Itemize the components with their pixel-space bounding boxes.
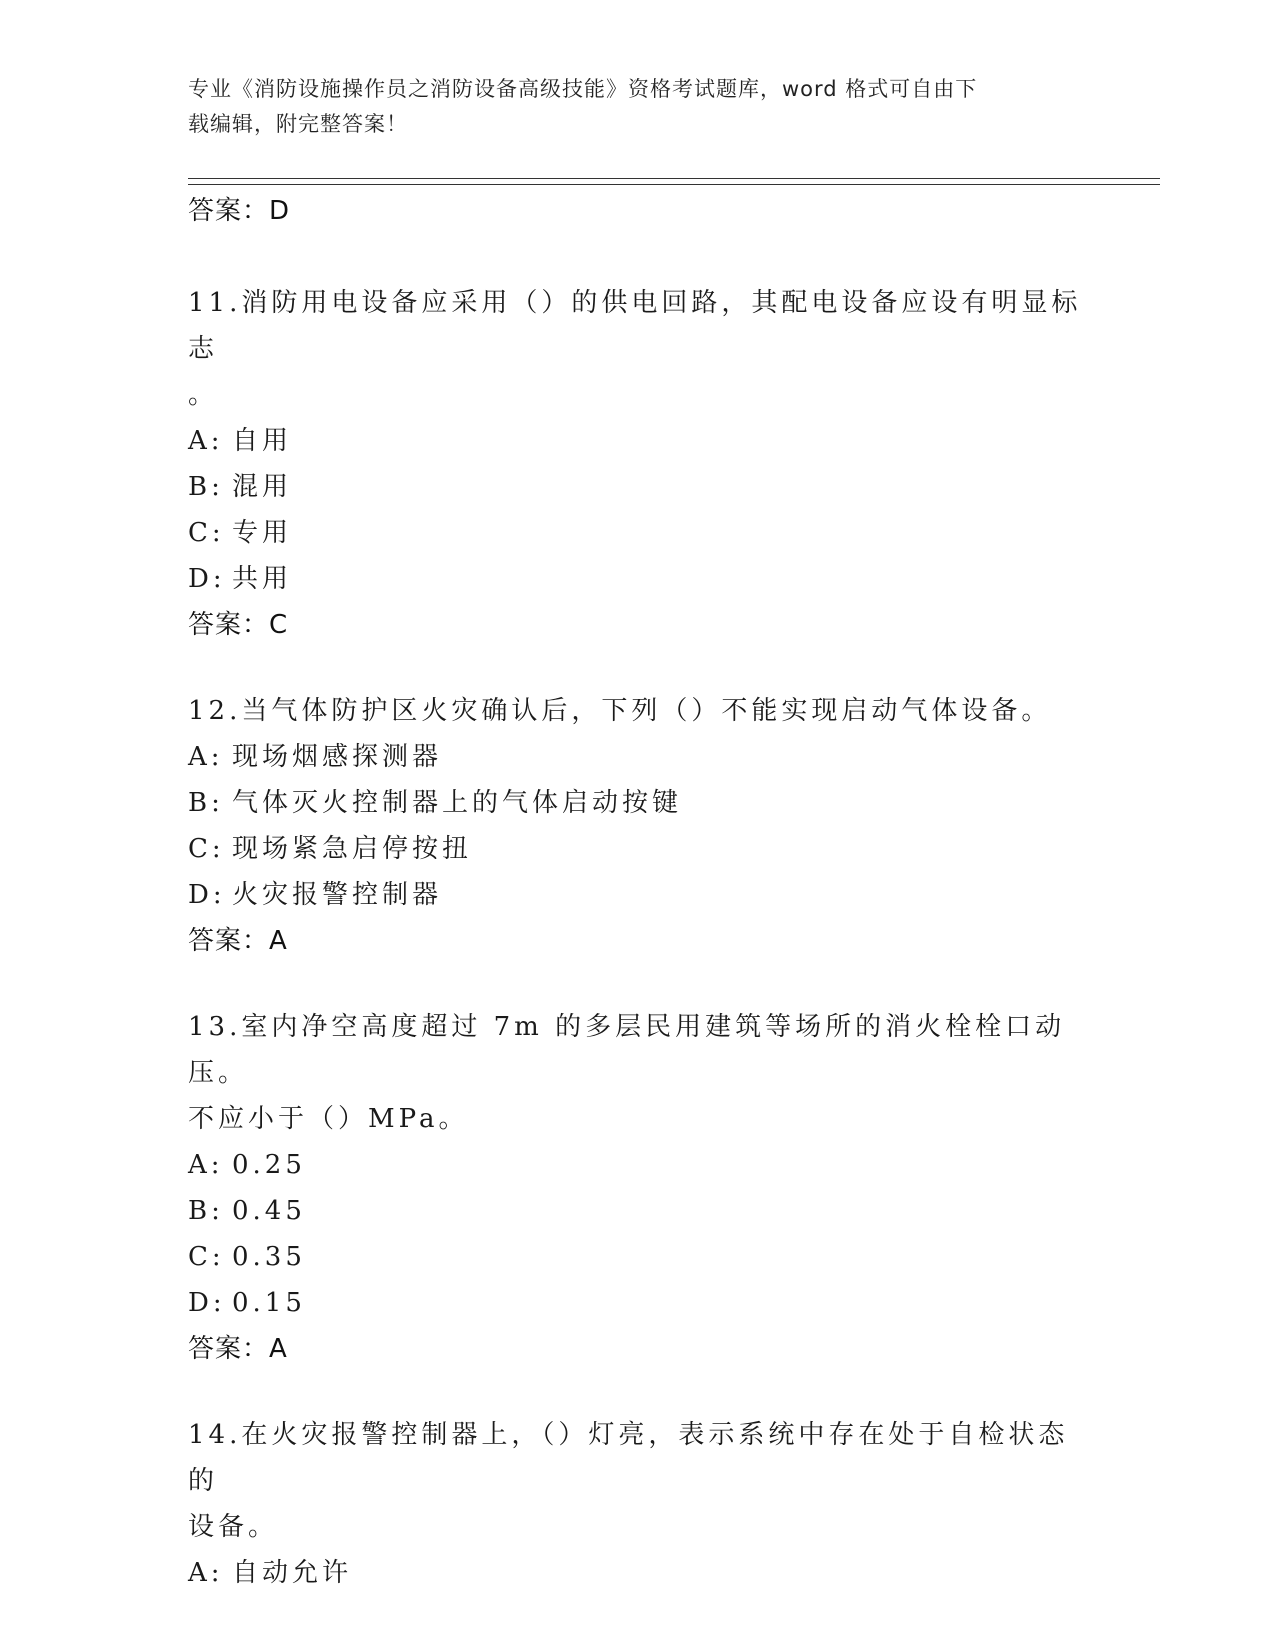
answer-13: 答案：A bbox=[188, 1334, 288, 1364]
option-letter: C: bbox=[188, 518, 225, 548]
question-list bbox=[188, 188, 1088, 1596]
answer-11: 答案：C bbox=[188, 610, 289, 640]
header-divider bbox=[188, 178, 1160, 185]
answer-12: 答案：A bbox=[188, 926, 288, 956]
option-text: 混用 bbox=[232, 472, 293, 502]
option-letter: D: bbox=[188, 880, 226, 910]
option-text: 现场紧急启停按扭 bbox=[232, 834, 473, 864]
question-14 bbox=[188, 1412, 1088, 1550]
document-header bbox=[188, 72, 1088, 142]
option-c bbox=[188, 1234, 1088, 1280]
option-letter: C: bbox=[188, 1242, 225, 1272]
option-letter: D: bbox=[188, 1288, 226, 1318]
option-a bbox=[188, 1550, 1088, 1596]
question-stem-line1: 12.当气体防护区火灾确认后，下列（）不能实现启动气体设备。 bbox=[188, 696, 1052, 726]
option-text: 专用 bbox=[232, 518, 293, 548]
question-stem-line2: 不应小于（）MPa。 bbox=[188, 1104, 469, 1134]
option-letter: D: bbox=[188, 564, 226, 594]
question-12 bbox=[188, 688, 1088, 734]
option-a bbox=[188, 418, 1088, 464]
option-d bbox=[188, 1280, 1088, 1326]
option-letter: A: bbox=[188, 1150, 224, 1180]
option-b bbox=[188, 780, 1088, 826]
option-text: 0.35 bbox=[232, 1242, 306, 1272]
question-stem-line1: 11.消防用电设备应采用（）的供电回路，其配电设备应设有明显标志 bbox=[188, 288, 1082, 364]
option-letter: B: bbox=[188, 472, 224, 502]
question-11 bbox=[188, 280, 1088, 418]
spacer bbox=[188, 234, 1088, 280]
question-stem-line1: 14.在火灾报警控制器上，（）灯亮，表示系统中存在处于自检状态的 bbox=[188, 1420, 1069, 1496]
question-stem-line2: 设备。 bbox=[188, 1512, 279, 1542]
option-text: 自用 bbox=[232, 426, 293, 456]
option-text: 自动允许 bbox=[232, 1558, 353, 1588]
header-line-1: 专业《消防设施操作员之消防设备高级技能》资格考试题库，word 格式可自由下 bbox=[188, 77, 978, 101]
option-letter: B: bbox=[188, 788, 224, 818]
previous-answer: 答案：D bbox=[188, 196, 291, 226]
question-13 bbox=[188, 1004, 1088, 1142]
option-a bbox=[188, 734, 1088, 780]
option-d bbox=[188, 556, 1088, 602]
option-text: 火灾报警控制器 bbox=[232, 880, 443, 910]
option-b bbox=[188, 464, 1088, 510]
option-c bbox=[188, 826, 1088, 872]
spacer bbox=[188, 964, 1088, 1004]
option-text: 0.15 bbox=[232, 1288, 306, 1318]
option-d bbox=[188, 872, 1088, 918]
option-a bbox=[188, 1142, 1088, 1188]
option-letter: A: bbox=[188, 426, 224, 456]
option-letter: C: bbox=[188, 834, 225, 864]
spacer bbox=[188, 648, 1088, 688]
question-stem-line2: 。 bbox=[188, 380, 219, 410]
spacer bbox=[188, 1372, 1088, 1412]
option-c bbox=[188, 510, 1088, 556]
header-line-2: 载编辑，附完整答案！ bbox=[188, 112, 408, 136]
option-letter: A: bbox=[188, 1558, 224, 1588]
question-stem-line1: 13.室内净空高度超过 7m 的多层民用建筑等场所的消火栓栓口动压。 bbox=[188, 1012, 1066, 1088]
option-text: 共用 bbox=[232, 564, 293, 594]
option-text: 0.45 bbox=[232, 1196, 306, 1226]
option-text: 现场烟感探测器 bbox=[232, 742, 443, 772]
option-text: 气体灭火控制器上的气体启动按键 bbox=[232, 788, 683, 818]
option-letter: A: bbox=[188, 742, 224, 772]
option-b bbox=[188, 1188, 1088, 1234]
option-letter: B: bbox=[188, 1196, 224, 1226]
option-text: 0.25 bbox=[232, 1150, 306, 1180]
